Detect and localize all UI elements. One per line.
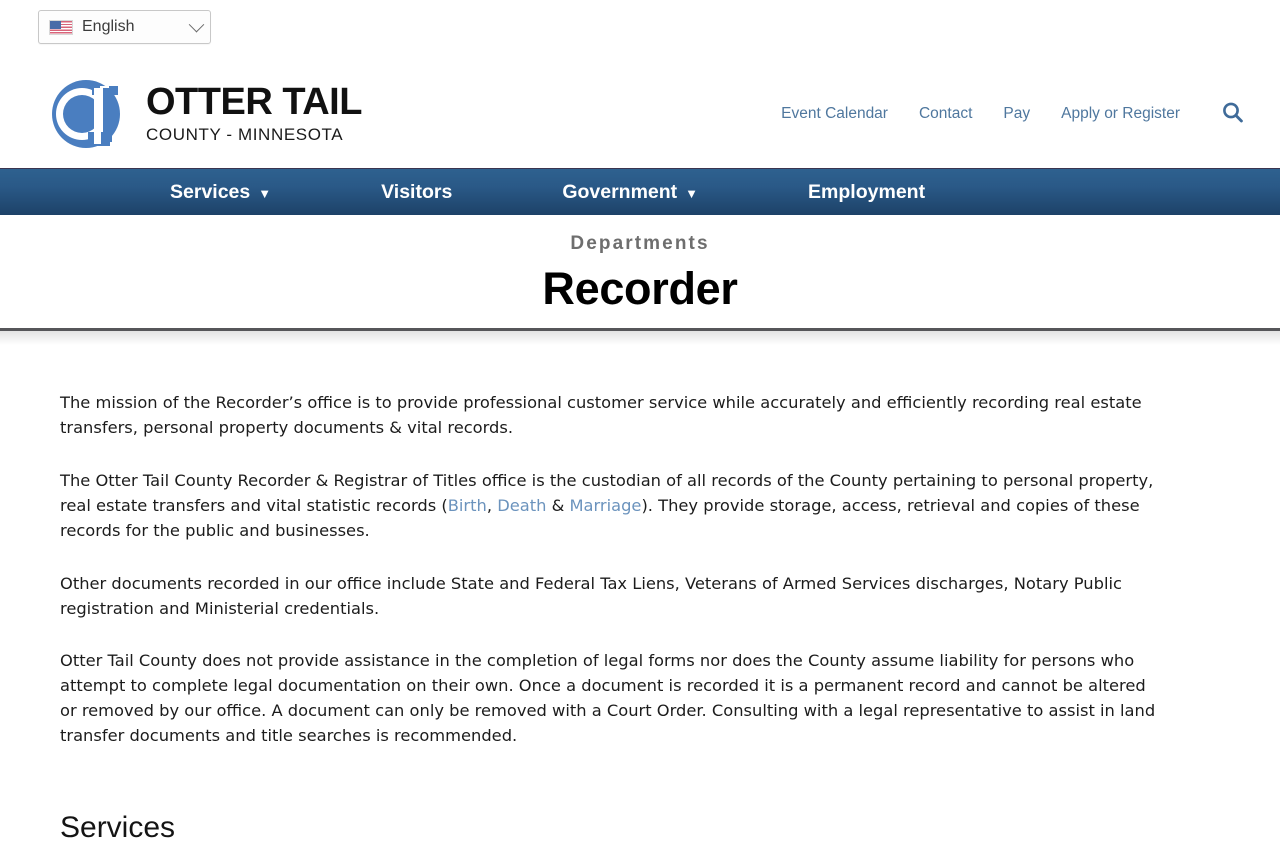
paragraph-mission: The mission of the Recorder’s office is to provide professional customer service while accurately and efficiently recording real estate transfers, personal property documents & vital records. xyxy=(60,393,1142,437)
brand-text xyxy=(146,83,362,145)
section-heading-services: Services xyxy=(60,811,176,845)
chevron-down-icon: ▼ xyxy=(685,185,699,201)
breadcrumb-eyebrow: Departments xyxy=(570,233,710,254)
nav-item-employment[interactable] xyxy=(808,181,925,204)
language-selected-label: English xyxy=(82,18,135,35)
top-link-contact[interactable]: Contact xyxy=(918,105,973,122)
page-title: Recorder xyxy=(542,263,738,314)
paragraph-custodian xyxy=(60,469,1162,544)
nav-item-services[interactable] xyxy=(170,181,271,204)
top-link-event-calendar[interactable]: Event Calendar xyxy=(781,105,888,122)
top-link-pay[interactable]: Pay xyxy=(1003,105,1031,122)
nav-item-services-label: Services xyxy=(170,180,251,203)
nav-item-government-label: Government xyxy=(562,180,678,203)
nav-item-government[interactable] xyxy=(562,181,698,204)
language-selector[interactable] xyxy=(38,10,211,44)
main-navigation-inner xyxy=(140,169,1140,215)
nav-item-visitors[interactable] xyxy=(381,181,452,204)
language-bar xyxy=(0,0,1280,60)
us-flag-icon xyxy=(49,20,73,35)
paragraph-sep-1: , xyxy=(486,495,498,515)
search-icon xyxy=(1220,100,1246,129)
main-navigation xyxy=(0,168,1280,215)
paragraph-other-documents: Other documents recorded in our office include State and Federal Tax Liens, Veterans of Armed Services discharges, Notary Public registration and Ministerial credentials. xyxy=(60,573,1122,618)
page-title-block xyxy=(0,215,1280,328)
chevron-down-icon xyxy=(189,16,205,32)
top-link-apply-or-register[interactable]: Apply or Register xyxy=(1061,105,1180,122)
link-birth[interactable]: Birth xyxy=(447,495,487,515)
paragraph-sep-2: & xyxy=(546,495,570,515)
title-divider-shadow xyxy=(0,331,1280,345)
nav-item-visitors-label: Visitors xyxy=(381,180,453,203)
nav-item-employment-label: Employment xyxy=(808,180,926,203)
search-button[interactable] xyxy=(1220,100,1246,129)
utility-nav xyxy=(781,100,1246,129)
paragraph-custodian-part2: ). They provide storage, access, retrieval and copies of these records for the public and businesses. xyxy=(60,495,1140,540)
site-header xyxy=(0,60,1280,168)
otter-tail-county-logo-icon xyxy=(48,74,128,154)
site-logo-link[interactable] xyxy=(48,74,362,154)
link-marriage[interactable]: Marriage xyxy=(569,495,642,515)
paragraph-custodian-part1: The Otter Tail County Recorder & Registrar of Titles office is the custodian of all records of the County pertaining to personal property, real estate transfers and vital statistic records ( xyxy=(60,470,1154,515)
main-content xyxy=(0,345,1222,749)
link-death[interactable]: Death xyxy=(497,495,547,515)
brand-subtitle: COUNTY - MINNESOTA xyxy=(146,125,344,144)
chevron-down-icon: ▼ xyxy=(258,185,272,201)
brand-name: OTTER TAIL xyxy=(146,81,362,123)
paragraph-disclaimer: Otter Tail County does not provide assistance in the completion of legal forms nor does the County assume liability for persons who attempt to complete legal documentation on their own. Once a document is recorded it is a permanent record and cannot be altered or removed by our office. A document can only be removed with a Court Order. Consulting with a legal representative to assist in land transfer documents and title searches is recommended. xyxy=(60,651,1156,746)
